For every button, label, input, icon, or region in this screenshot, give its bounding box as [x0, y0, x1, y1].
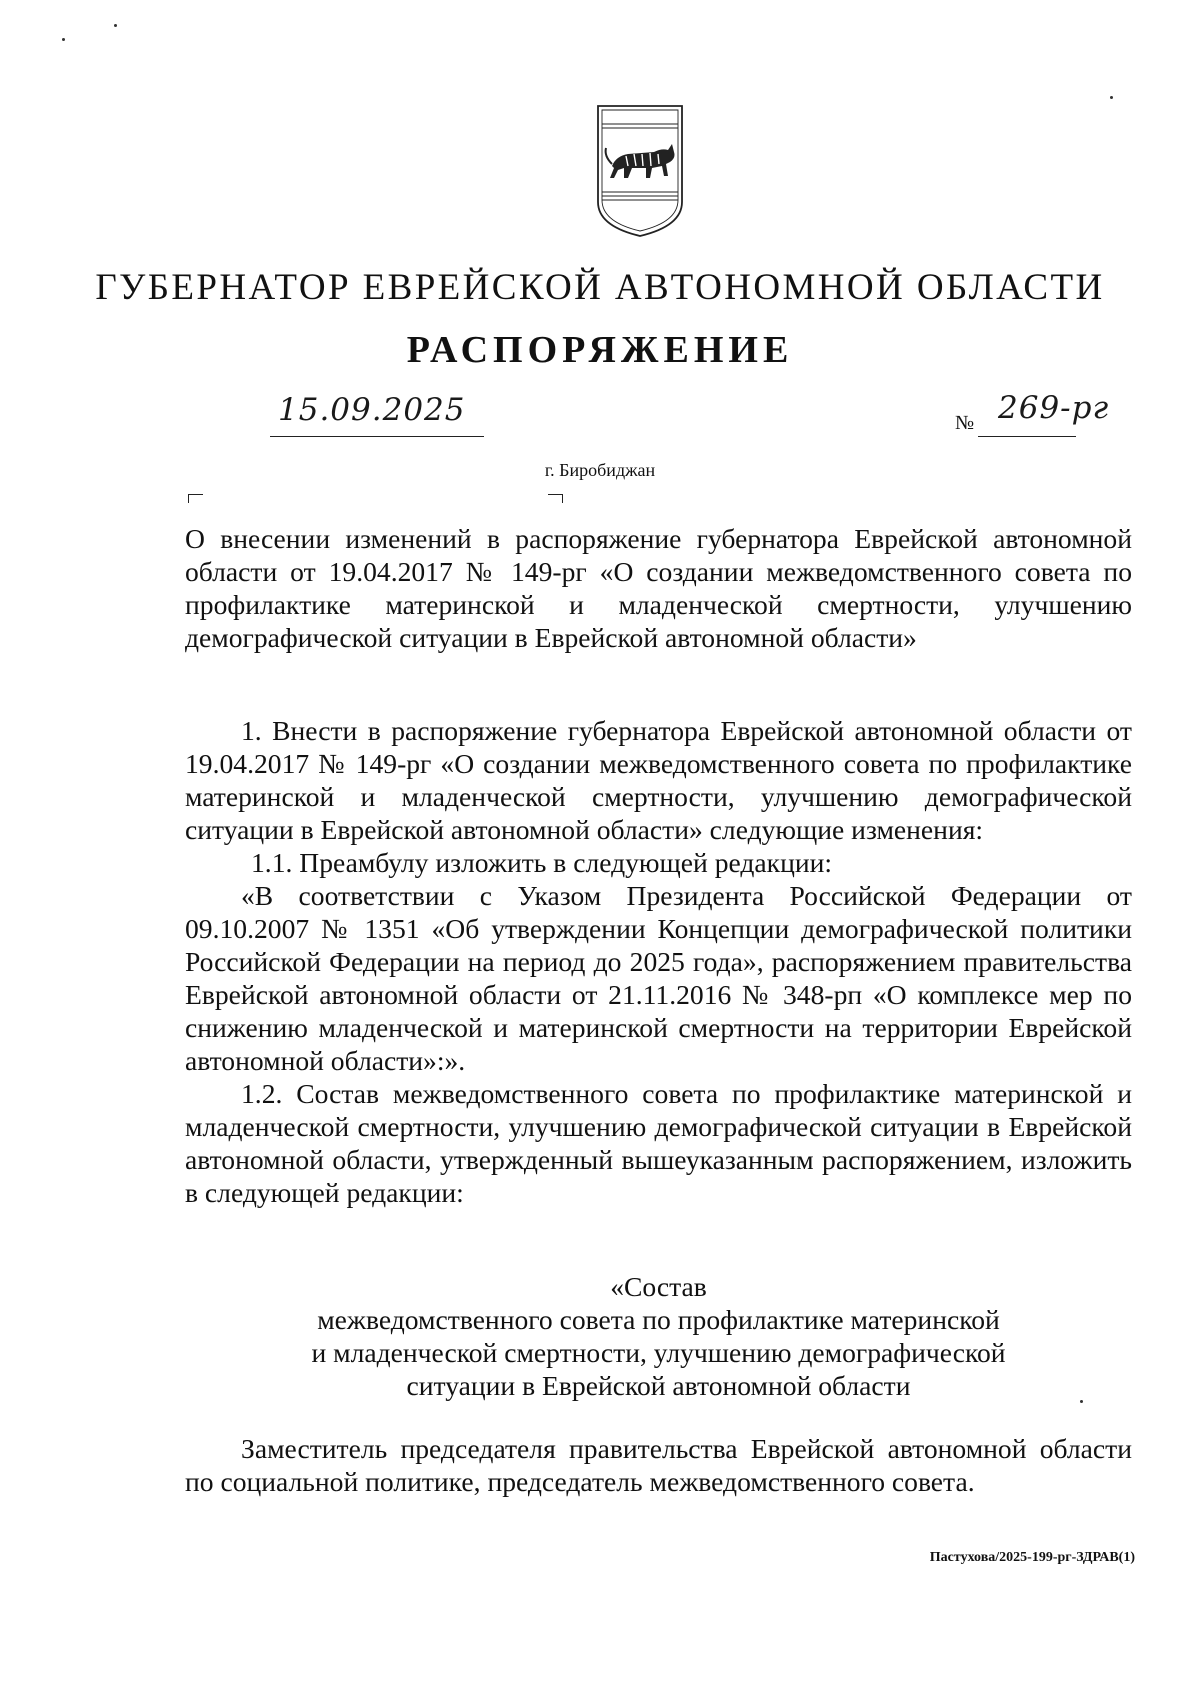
document-type-heading: РАСПОРЯЖЕНИЕ: [406, 329, 794, 371]
paragraph-preamble-text: «В соответствии с Указом Президента Российской Федерации от 09.10.2007 № 1351 «Об утверждении Концепции демографической политики Российской Федерации на период до 2025 года», распоряжением правительства Еврейской автономной области от 21.11.2016 № 348-рп «О комплексе мер по снижению младенческой и материнской смертности на территории Еврейской автономной области»:».: [185, 880, 1132, 1076]
scan-speck: [114, 24, 117, 27]
document-footer-code: Пастухова/2025-199-рг-ЗДРАВ(1): [929, 1550, 1135, 1565]
city-line: г. Биробиджан: [544, 460, 656, 480]
scan-speck: [62, 38, 65, 41]
paragraph-1-2: 1.2. Состав межведомственного совета по профилактике материнской и младенческой смертности, улучшению демографической ситуации в Еврейской автономной области, утвержденный вышеуказанным распоряжением, изложить в следующей редакции:: [185, 1078, 1132, 1208]
document-body: [185, 714, 1132, 1209]
date-field: [270, 394, 484, 437]
title-bracket-right: [548, 494, 563, 503]
composition-line-2: межведомственного совета по профилактике материнской: [317, 1304, 1000, 1335]
composition-line-3: и младенческой смертности, улучшению демографической: [311, 1337, 1006, 1368]
coat-of-arms-emblem: [596, 104, 684, 238]
number-field: [978, 390, 1110, 437]
composition-first-member: [185, 1432, 1132, 1498]
composition-line-1: «Состав: [610, 1271, 707, 1302]
number-sign: №: [955, 412, 975, 434]
document-title: О внесении изменений в распоряжение губернатора Еврейской автономной области от 19.04.2017 № 149-рг «О создании межведомственного совета по профилактике материнской и младенческой смертности, улучшению демографической ситуации в Еврейской автономной области»: [185, 523, 1132, 653]
member-line: Заместитель председателя правительства Еврейской автономной области по социальной политике, председатель межведомственного совета.: [185, 1433, 1132, 1497]
title-bracket-left: [188, 494, 203, 503]
composition-line-4: ситуации в Еврейской автономной области: [406, 1370, 911, 1401]
composition-heading: [185, 1270, 1132, 1402]
paragraph-1: 1. Внести в распоряжение губернатора Еврейской автономной области от 19.04.2017 № 149-рг «О создании межведомственного совета по профилактике материнской и младенческой смертности, улучшению демографической ситуации в Еврейской автономной области» следующие изменения:: [185, 715, 1132, 845]
handwritten-date: 15.09.2025: [278, 392, 466, 428]
scan-speck: [1110, 96, 1113, 99]
paragraph-1-1: 1.1. Преамбулу изложить в следующей редакции:: [251, 847, 833, 878]
handwritten-number: 269-рг: [998, 390, 1110, 426]
issuing-authority: ГУБЕРНАТОР ЕВРЕЙСКОЙ АВТОНОМНОЙ ОБЛАСТИ: [95, 267, 1105, 308]
